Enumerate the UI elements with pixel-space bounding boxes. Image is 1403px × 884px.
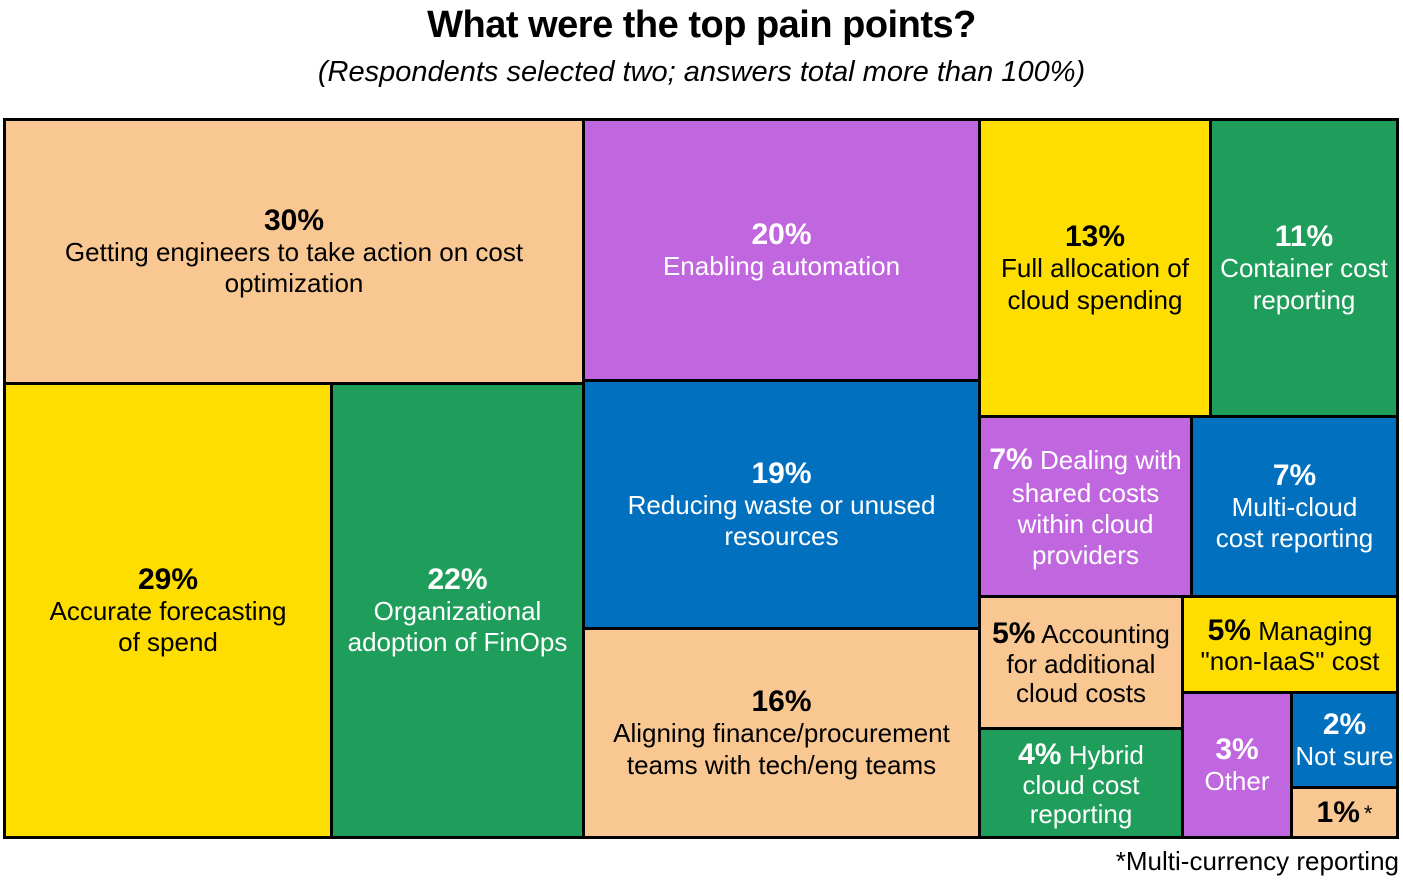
cell-percent: 20%	[751, 217, 812, 251]
asterisk-mark: *	[1363, 801, 1373, 826]
cell-percent: 5%	[992, 617, 1036, 651]
cell-multi-cloud	[1190, 415, 1399, 598]
cell-aligning-finance	[582, 627, 981, 839]
cell-not-sure	[1290, 691, 1399, 789]
cell-hybrid	[978, 727, 1184, 839]
cell-non-iaas	[1181, 595, 1399, 694]
cell-label	[987, 617, 1175, 707]
cell-full-allocation	[978, 118, 1212, 418]
cell-label: Reducing waste or unused resources	[627, 489, 936, 551]
cell-label	[1190, 614, 1390, 676]
footnote: *Multi-currency reporting	[1115, 846, 1399, 876]
cell-label-text: Accounting for additional cloud costs	[1006, 619, 1170, 708]
cell-accounting	[978, 595, 1184, 730]
cell-label: Accurate forecasting of spend	[49, 595, 287, 657]
chart-title: What were the top pain points?	[427, 4, 976, 46]
cell-reducing-waste	[582, 379, 981, 630]
cell-percent: 7%	[989, 442, 1033, 476]
cell-org-adoption	[330, 382, 585, 839]
cell-percent: 29%	[137, 562, 199, 596]
cell-label: Other	[1204, 765, 1270, 796]
cell-percent: 13%	[1064, 220, 1126, 254]
cell-label: Organizational adoption of FinOps	[347, 595, 568, 657]
cell-percent: 11%	[1274, 220, 1334, 254]
cell-percent: 16%	[751, 685, 812, 719]
cell-percent: 1%	[1316, 795, 1360, 829]
cell-label: Aligning finance/procurement teams with tech/eng teams	[613, 718, 950, 780]
cell-label	[987, 738, 1175, 828]
cell-forecasting	[3, 382, 333, 839]
cell-percent: 22%	[427, 562, 488, 596]
cell-label: Not sure	[1295, 740, 1394, 771]
cell-percent: 5%	[1207, 613, 1251, 647]
cell-label: Multi-cloud cost reporting	[1215, 491, 1374, 553]
cell-percent: 7%	[1272, 458, 1317, 492]
cell-label	[987, 442, 1184, 572]
cell-label: Enabling automation	[662, 250, 901, 281]
cell-label-text: Hybrid cloud cost reporting	[1022, 739, 1144, 829]
cell-label: Full allocation of cloud spending	[1001, 253, 1189, 315]
cell-engineers-action	[3, 118, 585, 385]
cell-percent: 19%	[751, 456, 812, 490]
cell-percent: 30%	[263, 203, 325, 237]
cell-container-cost	[1209, 118, 1399, 418]
treemap	[3, 118, 1399, 839]
cell-multi-currency	[1290, 786, 1399, 839]
cell-percent: 3%	[1215, 732, 1259, 766]
cell-percent: 4%	[1018, 737, 1062, 771]
cell-label: Getting engineers to take action on cost optimization	[64, 236, 524, 298]
cell-automation	[582, 118, 981, 382]
chart-subtitle: (Respondents selected two; answers total more than 100%)	[317, 56, 1086, 88]
cell-other	[1181, 691, 1293, 839]
cell-shared-costs	[978, 415, 1193, 598]
cell-label-text: Dealing with shared costs within cloud providers	[1011, 444, 1182, 571]
cell-percent: 2%	[1322, 707, 1367, 741]
cell-label-text: Managing "non-IaaS" cost	[1200, 615, 1380, 676]
cell-label: Container cost reporting	[1220, 253, 1388, 315]
